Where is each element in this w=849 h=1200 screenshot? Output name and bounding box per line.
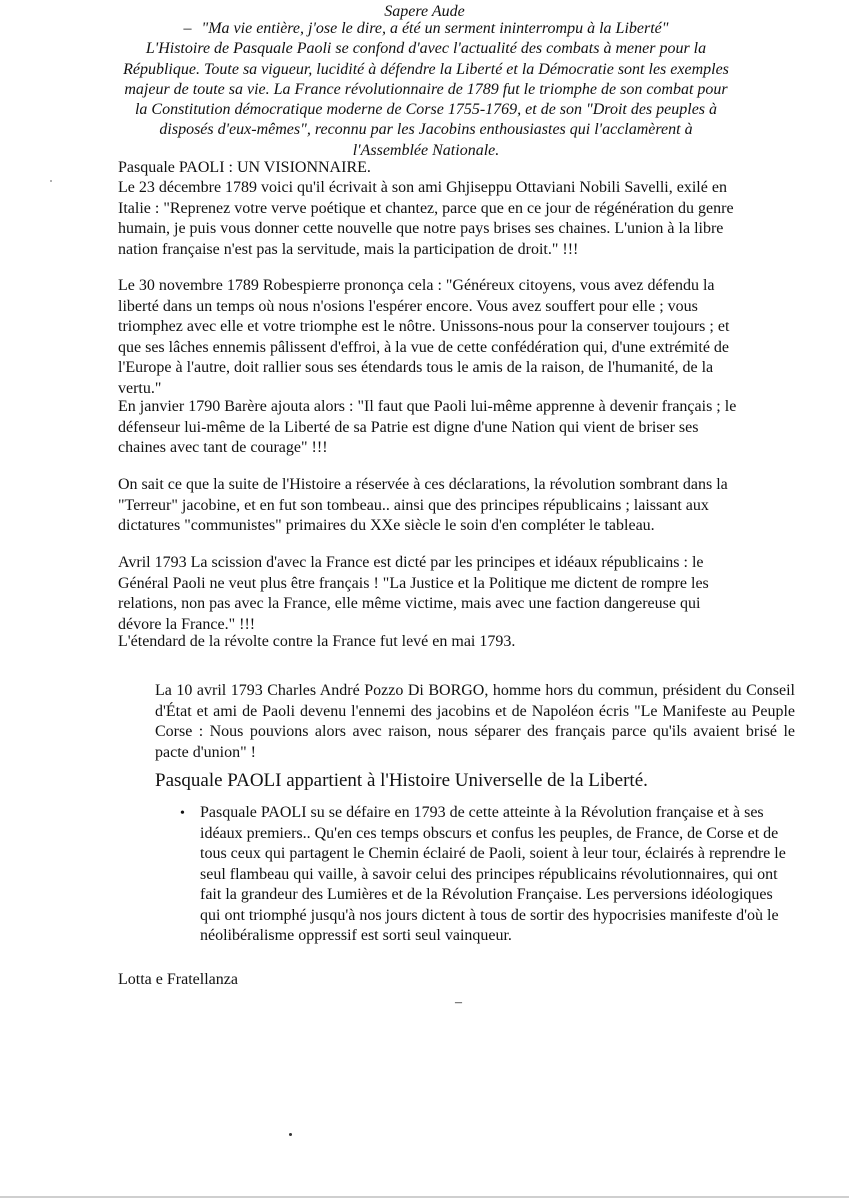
scan-speck [289, 1133, 292, 1136]
paragraph-pozzo-di-borgo: La 10 avril 1793 Charles André Pozzo Di BORGO, homme hors du commun, président du Conseil d'État et ami de Paoli devenu l'ennemi des jacobins et de Napoléon écris "Le Manifeste au Peuple Corse : Nous pouvions alors avec raison, nous séparer des français parce qu'ils avaient brisé le pacte d'union" ! [155, 682, 795, 761]
paragraph-robespierre: Le 30 novembre 1789 Robespierre prononça cela : "Généreux citoyens, vous avez défendu la liberté dans un temps où nous n'osions l'espérer encore. Vous avez souffert pour elle ; vous triomphez avec elle et votre triomphe est le nôtre. Unissons-nous pour la conserver toujours ; et que ses lâches ennemis pâlissent d'effroi, à la vue de cette confédération qui, d'une extrémité de l'Europe à l'autre, doit rallier sous ses étendards tous le amis de la raison, de l'humanité, de la vertu." [118, 277, 730, 397]
signoff: Lotta e Fratellanza [118, 971, 238, 988]
bullet-text: Pasquale PAOLI su se défaire en 1793 de cette atteinte à la Révolution française et à ses idéaux premiers.. Qu'en ces temps obscurs et confus les peuples, de France, de Corse et de tous ceux qui partagent le Chemin éclairé de Paoli, soient à leur tour, éclairés à reprendre le seul flambeau qui vaille, à savoir celui des principes républicains révolutionnaires, qui ont fait la grandeur des Lumières et de la Révolution Française. Les perversions idéologiques qui ont triomphé jusqu'à nos jours dictent à tous de sortir des hypocrisies manifeste d'où le néolibéralisme oppressif est sorti seul vainqueur. [200, 804, 786, 944]
scan-edge [0, 1196, 849, 1198]
intro-quote-line [120, 19, 732, 39]
paragraph-terreur: On sait ce que la suite de l'Histoire a réservée à ces déclarations, la révolution sombrant dans la "Terreur" jacobine, et en fut son tombeau.. ainsi que des principes républicains ; laissant aux dictatures "communistes" primaires du XXe siècle le soin d'en compléter le tableau. [118, 476, 728, 534]
paragraph-revolte: L'étendard de la révolte contre la France fut levé en mai 1793. [118, 633, 516, 650]
scan-speck [50, 180, 52, 182]
paragraph-barere: En janvier 1790 Barère ajouta alors : "Il faut que Paoli lui-même apprenne à devenir français ; le défenseur lui-même de la Liberté de sa Patrie est digne d'une Nation qui vient de briser ses chaines avec tant de courage" !!! [118, 398, 737, 456]
bullet-icon: • [180, 806, 185, 821]
paragraph-paoli-letter: Le 23 décembre 1789 voici qu'il écrivait à son ami Ghjiseppu Ottaviani Nobili Savelli, exilé en Italie : "Reprenez votre verve poétique et chantez, parce que en ce jour de régénération du genre humain, je puis vous donner cette nouvelle que notre pays brises ses chaines. L'union à la libre nation française n'est pas la servitude, mais la participation de droit." !!! [118, 179, 734, 258]
trailing-dash: – [455, 995, 462, 1010]
section-heading-visionnaire: Pasquale PAOLI : UN VISIONNAIRE. [118, 159, 371, 176]
intro-block [120, 19, 732, 161]
paragraph-scission: Avril 1793 La scission d'avec la France est dicté par les principes et idéaux républicains : le Général Paoli ne veut plus être français ! "La Justice et la Politique me dictent de rompre les relations, non pas avec la France, elle même victime, mais avec une faction dangereuse qui dévore la France." !!! [118, 554, 709, 633]
intro-quote: "Ma vie entière, j'ose le dire, a été un serment ininterrompu à la Liberté" [201, 20, 669, 37]
section-heading-histoire-universelle: Pasquale PAOLI appartient à l'Histoire Universelle de la Liberté. [155, 770, 648, 791]
header-title: Sapere Aude [384, 3, 465, 20]
intro-dash: – [183, 20, 192, 37]
intro-text: L'Histoire de Pasquale Paoli se confond d'avec l'actualité des combats à mener pour la République. Toute sa vigueur, lucidité à défendre la Liberté et la Démocratie sont les exemples majeur de toute sa vie. La France révolutionnaire de 1789 fut le triomphe de son combat pour la Constitution démocratique moderne de Corse 1755-1769, et de son "Droit des peuples à disposés d'eux-mêmes", reconnu par les Jacobins enthousiastes qui l'acclamèrent à l'Assemblée Nationale. [123, 40, 729, 159]
bullet-item [180, 803, 790, 947]
